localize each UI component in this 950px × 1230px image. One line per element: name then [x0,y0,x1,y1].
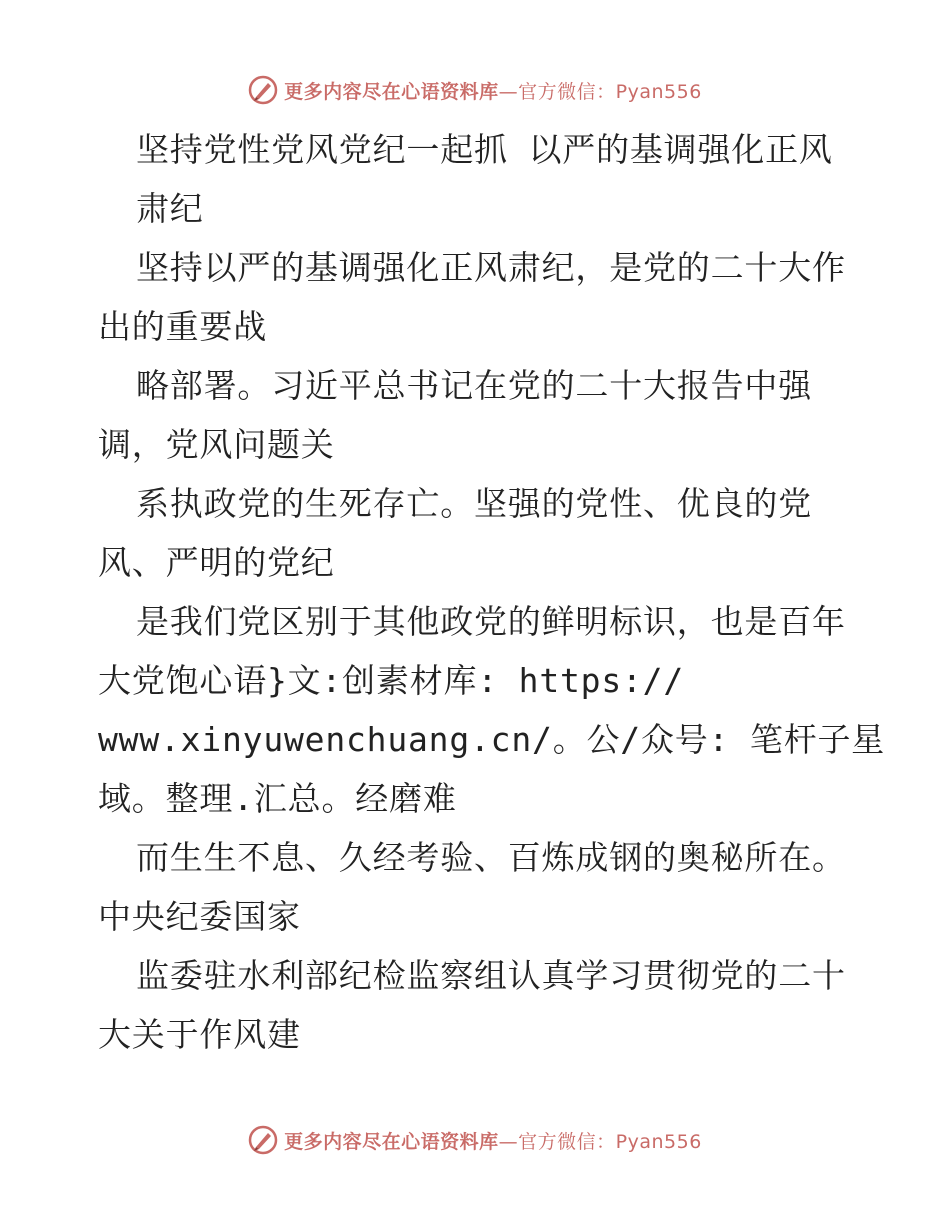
footer-banner [0,1120,950,1160]
pen-logo-icon [248,1125,278,1155]
text-line: 风、严明的党纪 [98,543,335,582]
footer-banner-separator: — [498,1130,519,1153]
text-line: 域。整理.汇总。经磨难 [98,779,457,818]
text-line: 坚持党性党风党纪一起抓 以严的基调强化正风 [136,130,833,169]
header-banner-text [284,77,702,104]
text-line: 是我们党区别于其他政党的鲜明标识，也是百年 [136,602,846,641]
text-line: 坚持以严的基调强化正风肃纪，是党的二十大作 [136,248,846,287]
header-banner-separator: — [498,80,519,103]
text-line: 略部署。习近平总书记在党的二十大报告中强 [136,366,812,405]
text-line: 系执政党的生死存亡。坚强的党性、优良的党 [136,484,812,523]
text-line: 出的重要战 [98,307,267,346]
header-banner-suffix: 官方微信：Pyan556 [518,80,702,103]
document-body [98,120,886,1064]
text-line: 监委驻水利部纪检监察组认真学习贯彻党的二十 [136,956,846,995]
text-line: 而生生不息、久经考验、百炼成钢的奥秘所在。 [136,838,846,877]
footer-banner-text [284,1127,702,1154]
header-banner [0,70,950,110]
pen-logo-icon [248,75,278,105]
text-line: www.xinyuwenchuang.cn/。公/众号: 笔杆子星 [98,720,886,759]
header-banner-main: 更多内容尽在心语资料库 [284,80,499,103]
footer-banner-main: 更多内容尽在心语资料库 [284,1130,499,1153]
text-line: 大关于作风建 [98,1015,301,1054]
footer-banner-suffix: 官方微信：Pyan556 [518,1130,702,1153]
text-line: 大党饱心语}文:创素材库: https:// [98,661,685,700]
text-line: 调，党风问题关 [98,425,335,464]
text-line: 中央纪委国家 [98,897,301,936]
text-line: 肃纪 [136,189,204,228]
